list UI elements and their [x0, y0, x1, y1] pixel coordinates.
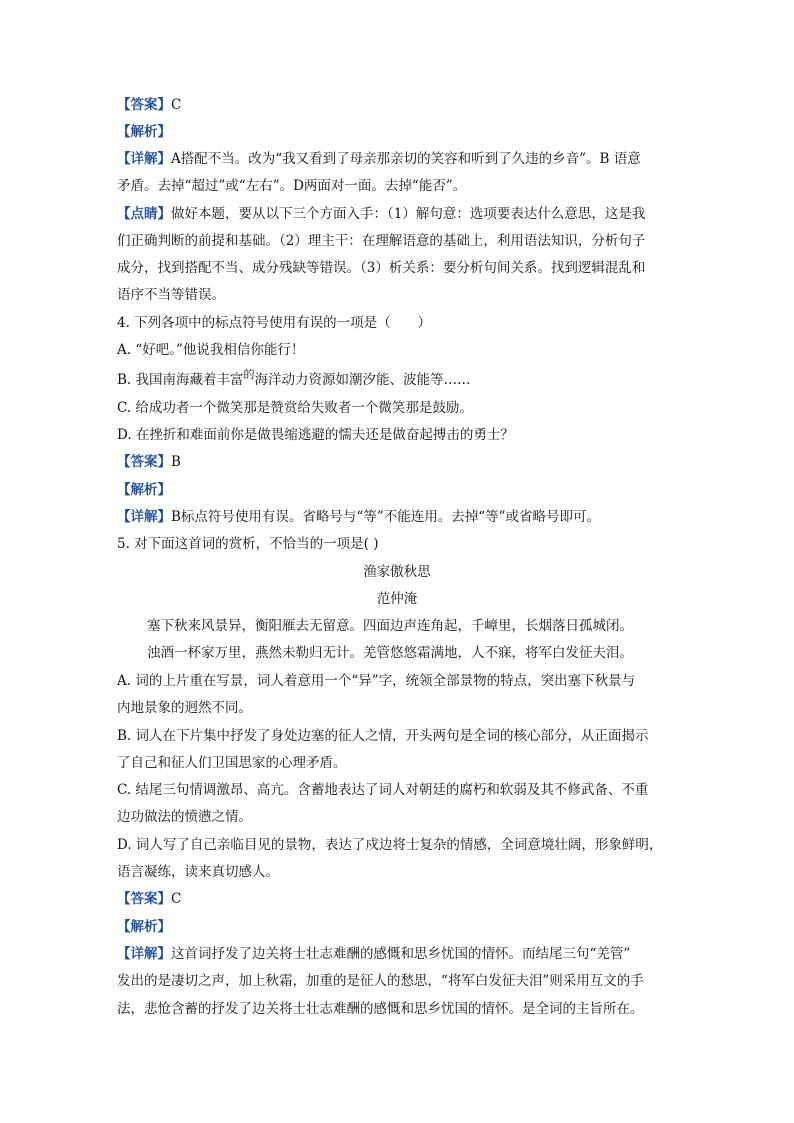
- detail-text: 这首词抒发了边关将士壮志难酬的感慨和思乡忧国的情怀。而结尾三句“羌管”: [171, 946, 631, 962]
- q5-option-line: 语言凝练，读来真切感人。: [117, 864, 279, 880]
- detail-text: A搭配不当。改为“我又看到了母亲那亲切的笑容和听到了久违的乡音”。B 语意: [171, 151, 641, 167]
- q4-stem: 4. 下列各项中的标点符号使用有误的一项是（ ）: [117, 315, 432, 331]
- q5-option-line: 了自己和征人们卫国思家的心理矛盾。: [117, 755, 347, 771]
- answer-value: C: [171, 97, 182, 113]
- poem-line-2: 浊酒一杯家万里，燕然未勒归无计。羌管悠悠霜满地，人不寐，将军白发征夫泪。: [147, 645, 633, 661]
- q5-stem: 5. 对下面这首词的赏析，不恰当的一项是( ): [117, 536, 379, 552]
- poem-title: 渔家傲秋思: [363, 564, 431, 580]
- detail-tag: 【详解】: [117, 509, 171, 525]
- q5-option-line: 边功做法的愤懑之情。: [117, 809, 252, 825]
- q4-option-b: [117, 370, 471, 390]
- analysis-tag: 【解析】: [117, 124, 171, 140]
- q5-option-line: 内地景象的迥然不同。: [117, 700, 252, 716]
- q3-tip-line-3: [117, 258, 645, 278]
- q5-analysis-line: [117, 917, 171, 937]
- option-b-raised-char: 的: [243, 368, 255, 381]
- answer-tag: 【答案】: [117, 97, 171, 113]
- answer-value: B: [171, 454, 181, 470]
- tip-tag: 【点睛】: [117, 206, 171, 222]
- poem-line-1: 塞下秋来风景异，衡阳雁去无留意。四面边声连角起，千嶂里，长烟落日孤城闭。: [147, 618, 633, 634]
- poem-author: 范仲淹: [376, 591, 418, 607]
- q4-analysis-line: [117, 480, 171, 500]
- option-b-text: B. 我国南海藏着丰富: [117, 372, 244, 388]
- answer-tag: 【答案】: [117, 891, 171, 907]
- q3-detail-line-2: [117, 176, 466, 196]
- q4-detail-line: [117, 507, 600, 527]
- detail-text: B标点符号使用有误。省略号与“等”不能连用。去掉“等”或省略号即可。: [171, 509, 601, 525]
- q4-answer-line: [117, 452, 181, 472]
- q3-tip-line-4: [117, 285, 225, 305]
- analysis-tag: 【解析】: [117, 919, 171, 935]
- detail-tag: 【详解】: [117, 151, 171, 167]
- q5-detail-line-3: 法，悲怆含蓄的抒发了边关将士壮志难酬的感慨和思乡忧国的情怀。是全词的主旨所在。: [117, 1001, 644, 1017]
- q4-option-d: D. 在挫折和难面前你是做畏缩逃避的懦夫还是做奋起搏击的勇士？: [117, 427, 514, 443]
- tip-text: 做好本题，要从以下三个方面入手：（1）解句意：选项要表达什么意思，这是我: [171, 206, 646, 222]
- q3-detail-line-1: [117, 149, 641, 169]
- option-b-text-rest: 海洋动力资源如潮汐能、波能等……: [254, 372, 471, 388]
- q3-tip-line-2: [117, 231, 645, 251]
- q3-analysis-line: [117, 122, 171, 142]
- analysis-tag: 【解析】: [117, 482, 171, 498]
- answer-tag: 【答案】: [117, 454, 171, 470]
- q5-detail-line-2: 发出的是凄切之声，加上秋霜，加重的是征人的愁思，“将军白发征夫泪”则采用互文的手: [117, 973, 644, 989]
- q5-detail-line-1: [117, 944, 630, 964]
- q4-option-c: C. 给成功者一个微笑那是赞赏给失败者一个微笑那是鼓励。: [117, 400, 473, 416]
- q5-option-line: C. 结尾三句情调激昂、高亢。含蓄地表达了词人对朝廷的腐朽和软弱及其不修武备、不重: [117, 782, 649, 798]
- q3-answer-line: [117, 95, 181, 115]
- tip-text: 成分，找到搭配不当、成分残缺等错误。（3）析关系：要分析句间关系。找到逻辑混乱和: [117, 260, 646, 276]
- q3-tip-line-1: [117, 204, 645, 224]
- answer-value: C: [171, 891, 182, 907]
- q5-answer-line: [117, 889, 181, 909]
- tip-text: 们正确判断的前提和基础。（2）理主干：在理解语意的基础上，利用语法知识，分析句子: [117, 233, 646, 249]
- q5-option-line: A. 词的上片重在写景，词人着意用一个“异”字，统领全部景物的特点，突出塞下秋景与: [117, 673, 636, 689]
- q5-option-line: D. 词人写了自己亲临目见的景物，表达了戍边将士复杂的情感，全词意境壮阔，形象鲜明，: [117, 837, 663, 853]
- tip-text: 语序不当等错误。: [117, 287, 225, 303]
- q5-option-line: B. 词人在下片集中抒发了身处边塞的征人之情，开头两句是全词的核心部分，从正面揭示: [117, 728, 649, 744]
- detail-text: 矛盾。去掉“超过”或“左右”。D两面对一面。去掉“能否”。: [117, 178, 467, 194]
- q4-option-a: A. “好吧。”他说我相信你能行！: [117, 342, 305, 358]
- detail-tag: 【详解】: [117, 946, 171, 962]
